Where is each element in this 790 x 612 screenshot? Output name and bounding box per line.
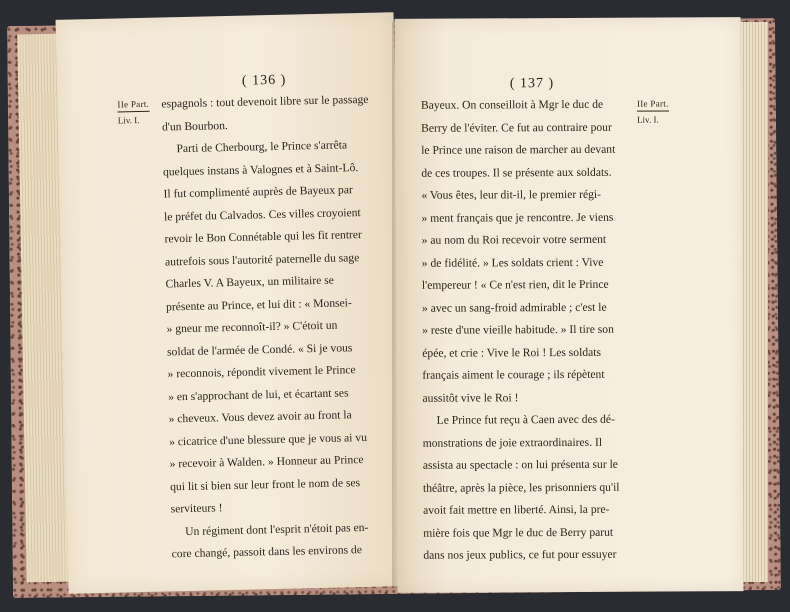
left-margin-part: IIe Part.: [117, 98, 149, 113]
text-line: assista au spectacle : on lui présenta sur le: [422, 457, 618, 472]
text-line: » cicatrice d'une blessure que je vous ai vu: [168, 430, 368, 448]
text-line: avoit fait mettre en liberté. Ainsi, la pre-: [423, 502, 610, 517]
text-line: soldat de l'armée de Condé. « Si je vous: [166, 340, 353, 358]
right-margin-part: IIe Part.: [637, 97, 669, 111]
text-line: « Vous êtes, leur dit-il, le premier régi-: [421, 187, 602, 202]
text-line: core changé, passoit dans les environs de: [171, 543, 363, 561]
left-page-text: [161, 89, 386, 566]
text-line: Il fut complimenté auprès de Bayeux par: [163, 183, 353, 201]
text-line: Berry de l'éviter. Ce fut au contraire pour: [421, 120, 612, 135]
text-line: quelques instans à Valognes et à Saint-Lô.: [162, 160, 359, 179]
right-margin-livre: Liv. I.: [637, 114, 659, 125]
text-line: l'empereur ! « Ce n'est rien, dit le Prince: [421, 277, 609, 292]
left-margin-livre: Liv. I.: [117, 115, 140, 126]
text-line: » en s'approchant de lui, et écartant ses: [167, 385, 349, 403]
text-line: d'un Bourbon.: [161, 118, 228, 134]
text-line: » avec un sang-froid admirable ; c'est le: [421, 300, 607, 315]
text-line: Bayeux. On conseilloit à Mgr le duc de: [420, 97, 604, 112]
text-line: aussitôt vive le Roi !: [422, 390, 519, 405]
text-line: épée, et crie : Vive le Roi ! Les soldats: [422, 345, 602, 360]
text-line: théâtre, après la pièce, les prisonniers qu'il: [422, 480, 620, 495]
left-margin-note: [117, 98, 149, 127]
text-line: » au nom du Roi recevoir votre serment: [421, 232, 607, 247]
text-line: dans nos jeux publics, ce fut pour essuyer: [423, 547, 617, 562]
text-line: monstrations de joie extraordinaires. Il: [422, 435, 603, 450]
left-page-number: ( 136 ): [241, 72, 287, 89]
text-line: » cheveux. Vous devez avoir au front la: [168, 408, 352, 426]
text-line: le Prince une raison de marcher au devant: [421, 142, 616, 157]
text-line: qui lit si bien sur leur front le nom de ses: [169, 475, 361, 493]
text-line: » ment français que je rencontre. Je viens: [421, 210, 614, 225]
text-line: autrefois sous l'autorité paternelle du sage: [164, 250, 360, 268]
text-line: » reconnois, répondit vivement le Prince: [167, 363, 356, 381]
text-line: le préfet du Calvados. Ces villes croyoient: [163, 205, 361, 223]
text-line: » de fidélité. » Les soldats crient : Vive: [421, 255, 604, 270]
text-line: Le Prince fut reçu à Caen avec des dé-: [436, 412, 615, 427]
text-line: présente au Prince, et lui dit : « Monsei-: [165, 295, 352, 313]
text-line: revoir le Bon Connétable qui les fit rentrer: [164, 228, 362, 246]
text-line: serviteurs !: [170, 501, 223, 516]
text-line: mière fois que Mgr le duc de Berry parut: [423, 525, 614, 540]
text-line: Un régiment dont l'esprit n'étoit pas en-: [185, 520, 369, 538]
right-page-number: ( 137 ): [509, 76, 555, 92]
text-line: » gneur me reconnoît-il? » C'étoit un: [166, 318, 338, 336]
text-line: » recevoir à Walden. » Honneur au Prince: [169, 453, 364, 471]
right-page-text: [421, 94, 641, 568]
text-line: Parti de Cherbourg, le Prince s'arrêta: [176, 138, 348, 156]
right-page: [394, 17, 743, 593]
right-margin-note: [637, 97, 669, 125]
text-line: français aiment le courage ; ils répètent: [422, 367, 605, 382]
text-line: espagnols : tout devenoit libre sur le passage: [161, 92, 369, 111]
left-page: [56, 12, 407, 594]
text-line: Charles V. A Bayeux, un militaire se: [165, 273, 334, 291]
text-line: de ces troupes. Il se présente aux soldats.: [421, 165, 612, 180]
text-line: » reste d'une vieille habitude. » Il tire son: [422, 322, 614, 337]
